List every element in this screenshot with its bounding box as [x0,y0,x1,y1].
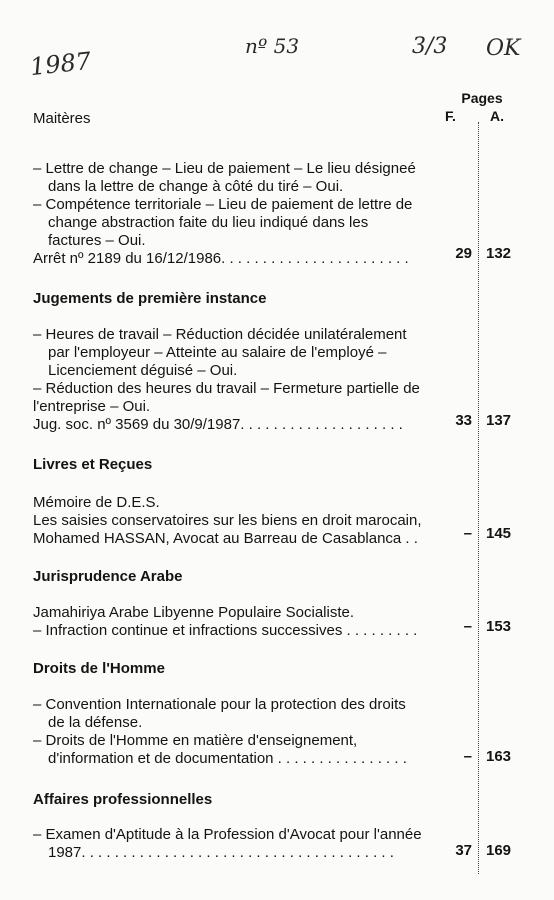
entry-reference: Mohamed HASSAN, Avocat au Barreau de Casablanca . . [33,530,418,547]
entry-line: factures – Oui. [48,232,146,249]
section-heading: Droits de l'Homme [33,660,165,677]
handwritten-year: 1987 [28,46,93,82]
page-f: – [463,618,472,635]
entry-line: – Réduction des heures du travail – Fermeture partielle de [33,380,420,397]
entry-line: – Heures de travail – Réduction décidée unilatéralement [33,326,407,343]
entry-line: de la défense. [48,714,143,731]
entry-reference: – Infraction continue et infractions successives . . . . . . . . . [33,622,418,639]
page-f: – [463,525,472,542]
entry-line: Mémoire de D.E.S. [33,494,160,511]
section-heading: Livres et Reçues [33,456,153,473]
column-f-header: F. [445,108,456,124]
section-heading: Affaires professionnelles [33,791,213,808]
page-a: 163 [486,748,512,765]
entry-line: Licenciement déguisé – Oui. [48,362,238,379]
entry-line: change abstraction faite du lieu indiqué dans les [48,214,369,231]
column-a-header: A. [490,108,504,124]
entry-reference: 1987. . . . . . . . . . . . . . . . . . . . . . . . . . . . . . . . . . . . . . [48,844,394,861]
page-a: 153 [486,618,512,635]
entry-line: Les saisies conservatoires sur les biens en droit marocain, [33,512,422,529]
page-a: 169 [486,842,512,859]
page-a: 132 [486,245,512,262]
entry-line: l'entreprise – Oui. [33,398,151,415]
entry-reference: d'information et de documentation . . . . . . . . . . . . . . . . [48,750,407,767]
entry-line: – Examen d'Aptitude à la Profession d'Avocat pour l'année [33,826,422,843]
column-title: Maitères [33,110,91,127]
handwritten-ok: OK [486,36,521,61]
entry-reference: Jug. soc. nº 3569 du 30/9/1987. . . . . . . . . . . . . . . . . . . . [33,416,403,433]
entry-line: dans la lettre de change à côté du tiré – Oui. [48,178,344,195]
page-f: 33 [455,412,472,429]
pages-header: Pages [461,90,503,106]
entry-line: Jamahiriya Arabe Libyenne Populaire Socialiste. [33,604,355,621]
page-a: 137 [486,412,512,429]
handwritten-number: nº 53 [245,34,300,58]
entry-line: par l'employeur – Atteinte au salaire de l'employé – [48,344,387,361]
page-f: 29 [455,245,472,262]
entry-reference: Arrêt nº 2189 du 16/12/1986. . . . . . . . . . . . . . . . . . . . . . . [33,250,409,267]
entry-line: – Convention Internationale pour la protection des droits [33,696,406,713]
page-f: – [463,748,472,765]
entry-line: – Lettre de change – Lieu de paiement – Le lieu désigneé [33,160,416,177]
section-heading: Jurisprudence Arabe [33,568,183,585]
entry-line: – Compétence territoriale – Lieu de paiement de lettre de [33,196,413,213]
entry-line: – Droits de l'Homme en matière d'enseignement, [33,732,358,749]
page-f: 37 [455,842,472,859]
page-a: 145 [486,525,512,542]
handwritten-page: 3/3 [412,34,448,59]
column-divider [478,122,479,874]
section-heading: Jugements de première instance [33,290,267,307]
